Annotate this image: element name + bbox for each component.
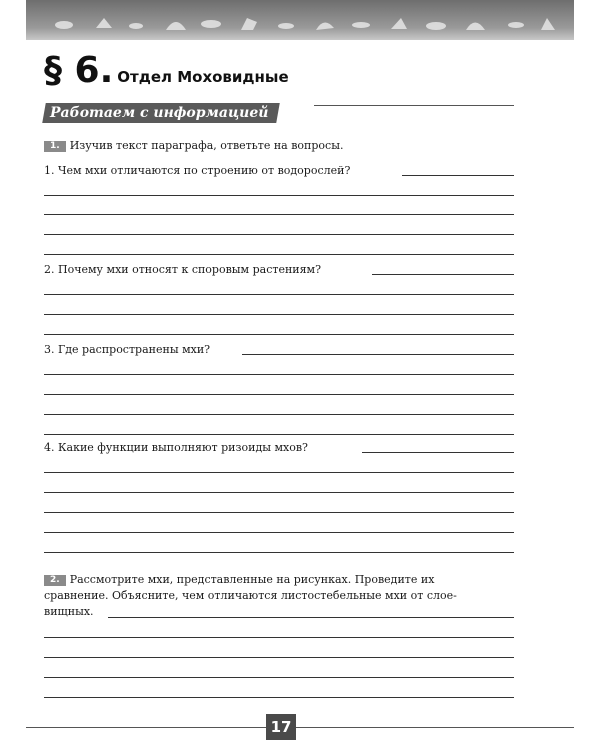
page-title — [44, 50, 289, 91]
section-number: § 6. — [44, 50, 114, 91]
answer-line[interactable] — [242, 354, 514, 355]
task2-line2: сравнение. Объясните, чем отличаются листостебельные мхи от слое- — [44, 589, 457, 602]
footer-divider — [26, 727, 574, 728]
question-3: 3. Где распространены мхи? — [44, 343, 211, 356]
section-header — [44, 103, 514, 125]
section-title: Отдел Моховидные — [117, 68, 289, 86]
answer-line[interactable] — [44, 677, 514, 678]
answer-line[interactable] — [44, 294, 514, 295]
answer-line[interactable] — [362, 452, 514, 453]
task2-row-1 — [44, 572, 434, 587]
divider — [314, 105, 514, 106]
task1-instruction-row — [44, 138, 343, 153]
answer-line[interactable] — [44, 234, 514, 235]
answer-line[interactable] — [372, 274, 514, 275]
task2-line3: вищных. — [44, 605, 94, 618]
answer-line[interactable] — [44, 512, 514, 513]
section-tag — [42, 103, 280, 123]
answer-line[interactable] — [44, 314, 514, 315]
header-band — [26, 0, 574, 40]
question-4: 4. Какие функции выполняют ризоиды мхов? — [44, 441, 308, 454]
answer-line[interactable] — [44, 195, 514, 196]
answer-line[interactable] — [44, 434, 514, 435]
page-number: 17 — [266, 714, 296, 740]
task1-instruction: Изучив текст параграфа, ответьте на вопросы. — [69, 139, 344, 152]
question-1: 1. Чем мхи отличаются по строению от водорослей? — [44, 164, 351, 177]
answer-line[interactable] — [44, 374, 514, 375]
answer-line[interactable] — [402, 175, 514, 176]
answer-line[interactable] — [44, 472, 514, 473]
answer-line[interactable] — [44, 394, 514, 395]
answer-line[interactable] — [44, 697, 514, 698]
answer-line[interactable] — [44, 334, 514, 335]
task2-line1: Рассмотрите мхи, представленные на рисунках. Проведите их — [69, 573, 435, 586]
section-tag-label: Работаем с информацией — [50, 105, 269, 121]
answer-line[interactable] — [44, 637, 514, 638]
answer-line[interactable] — [44, 552, 514, 553]
task2-number: 2. — [44, 575, 66, 586]
answer-line[interactable] — [108, 617, 514, 618]
task1-number: 1. — [44, 141, 66, 152]
answer-line[interactable] — [44, 214, 514, 215]
answer-line[interactable] — [44, 657, 514, 658]
answer-line[interactable] — [44, 254, 514, 255]
answer-line[interactable] — [44, 532, 514, 533]
answer-line[interactable] — [44, 414, 514, 415]
answer-line[interactable] — [44, 492, 514, 493]
question-2: 2. Почему мхи относят к споровым растениям? — [44, 263, 322, 276]
animal-silhouettes-icon — [26, 0, 574, 40]
